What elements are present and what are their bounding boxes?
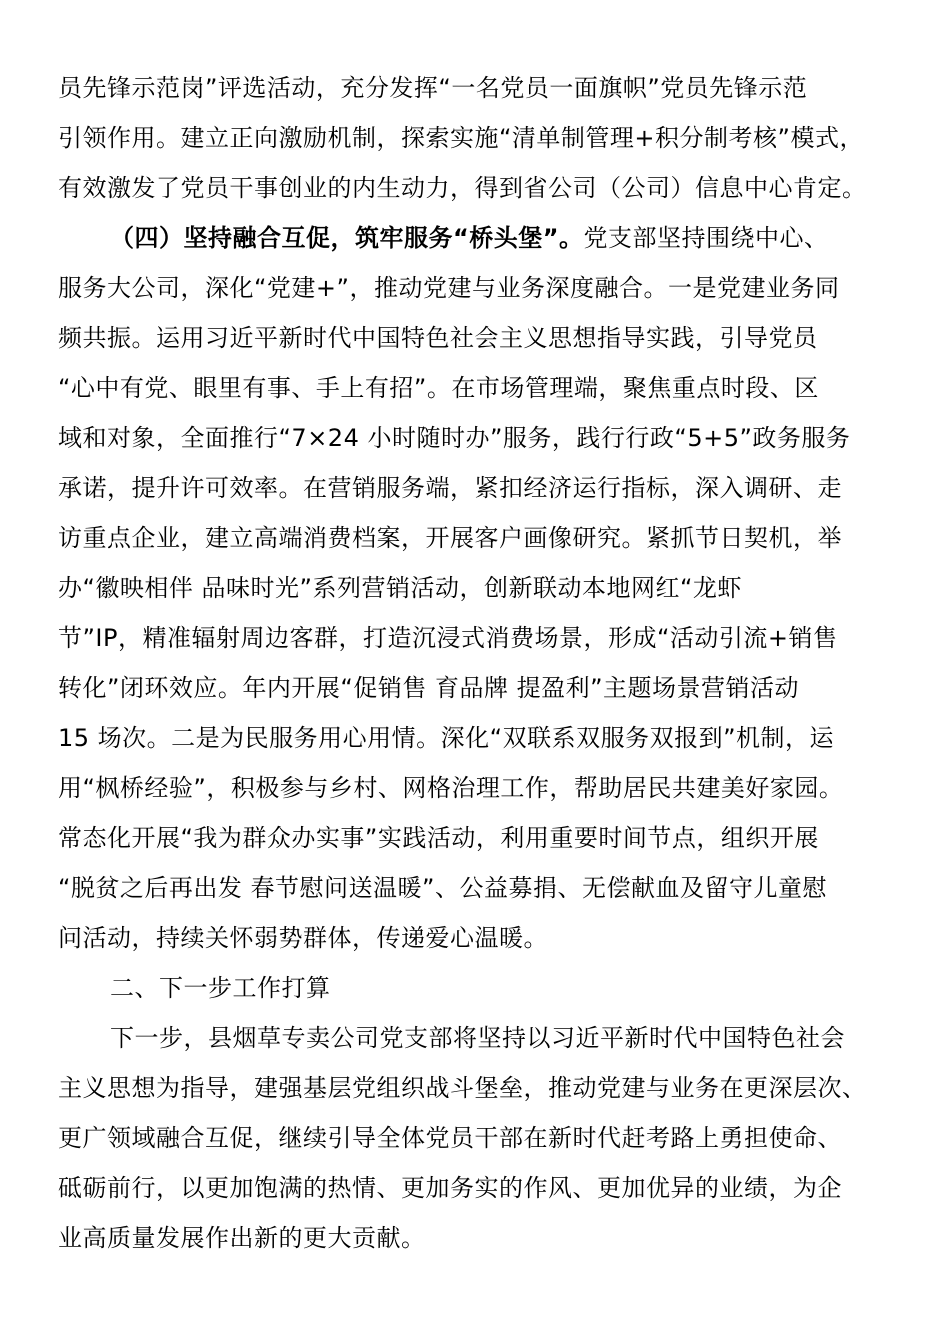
body-line: “脱贫之后再出发 春节慰问送温暖”、公益募捐、无偿献血及留守儿童慰 [58, 874, 827, 902]
body-line: 节”IP，精准辐射周边客群，打造沉浸式消费场景，形成“活动引流+销售 [58, 624, 838, 652]
body-line: 更广领域融合互促，继续引导全体党员干部在新时代赶考路上勇担使命、 [58, 1124, 842, 1152]
body-line: 服务大公司，深化“党建+”，推动党建与业务深度融合。一是党建业务同 [58, 274, 840, 302]
body-line: 转化”闭环效应。年内开展“促销售 育品牌 提盈利”主题场景营销活动 [58, 674, 800, 702]
body-line: 域和对象，全面推行“7×24 小时随时办”服务，践行行政“5+5”政务服务 [58, 424, 851, 452]
body-line: 办“徽映相伴 品味时光”系列营销活动，创新联动本地网红“龙虾 [58, 574, 742, 602]
body-line: 问活动，持续关怀弱势群体，传递爱心温暖。 [58, 924, 548, 952]
body-line: 有效激发了党员干事创业的内生动力，得到省公司（公司）信息中心肯定。 [58, 174, 867, 202]
body-line: 常态化开展“我为群众办实事”实践活动，利用重要时间节点，组织开展 [58, 824, 819, 852]
body-line: 承诺，提升许可效率。在营销服务端，紧扣经济运行指标，深入调研、走 [58, 474, 842, 502]
body-line: “心中有党、眼里有事、手上有招”。在市场管理端，聚焦重点时段、区 [58, 374, 819, 402]
body-line: 15 场次。二是为民服务用心用情。深化“双联系双服务双报到”机制，运 [58, 724, 835, 752]
body-line: 引领作用。建立正向激励机制，探索实施“清单制管理+积分制考核”模式， [58, 124, 864, 152]
body-line: 员先锋示范岗”评选活动，充分发挥“一名党员一面旗帜”党员先锋示范 [58, 74, 808, 102]
section-heading-line [110, 223, 829, 253]
body-line: 下一步，县烟草专卖公司党支部将坚持以习近平新时代中国特色社会 [110, 1024, 845, 1052]
body-line: 砥砺前行，以更加饱满的热情、更加务实的作风、更加优异的业绩，为企 [58, 1174, 842, 1202]
body-text: 党支部坚持围绕中心、 [583, 224, 829, 252]
body-line: 主义思想为指导，建强基层党组织战斗堡垒，推动党建与业务在更深层次、 [58, 1074, 867, 1102]
body-line: 业高质量发展作出新的更大贡献。 [58, 1224, 426, 1252]
body-line: 访重点企业，建立高端消费档案，开展客户画像研究。紧抓节日契机，举 [58, 524, 842, 552]
section-heading: （四）坚持融合互促，筑牢服务“桥头堡”。 [110, 224, 584, 252]
section-title: 二、下一步工作打算 [110, 974, 331, 1002]
body-line: 频共振。运用习近平新时代中国特色社会主义思想指导实践，引导党员 [58, 324, 818, 352]
body-line: 用“枫桥经验”，积极参与乡村、网格治理工作，帮助居民共建美好家园。 [58, 774, 844, 802]
